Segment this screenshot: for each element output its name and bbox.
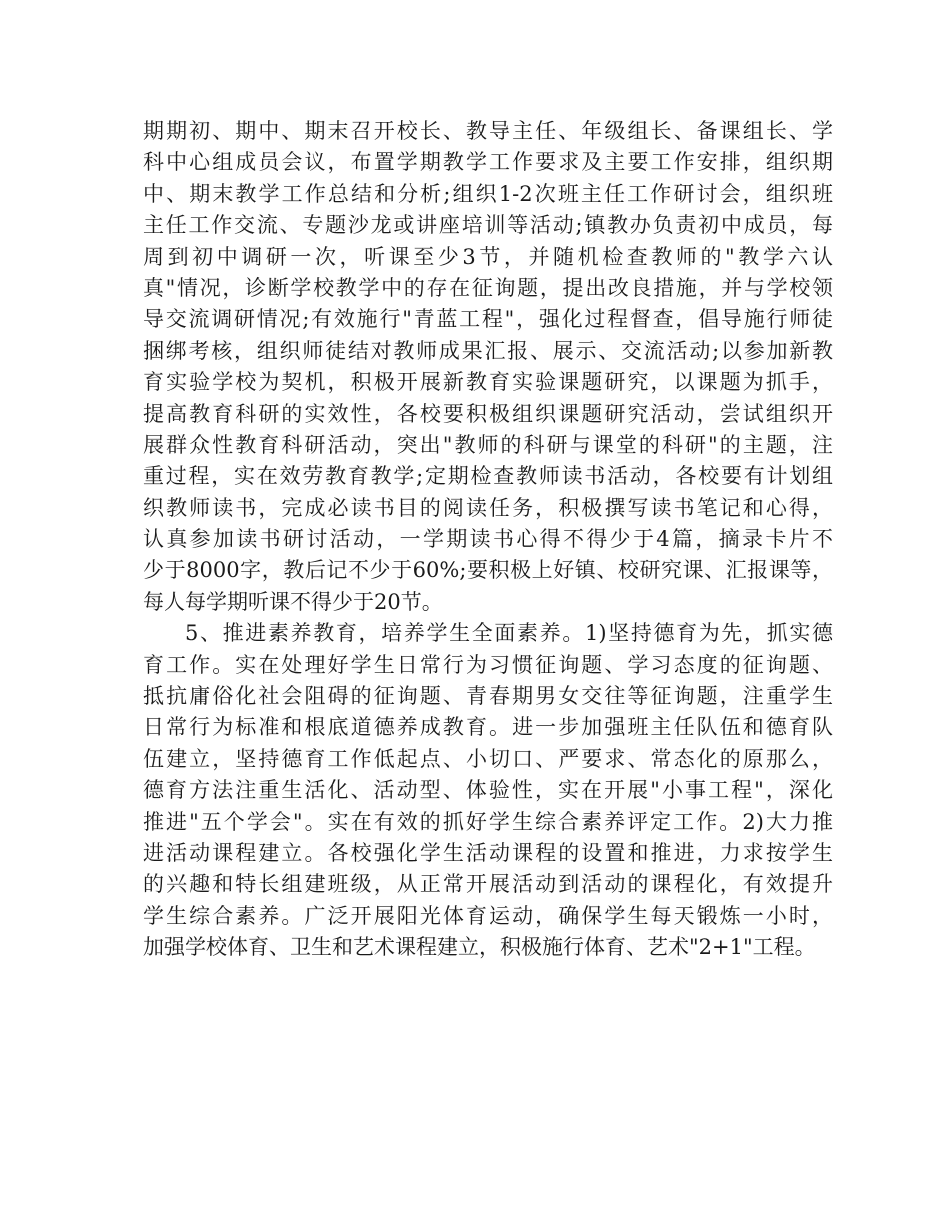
text-line: 少于8000字，教后记不少于60%;要积极上好镇、校研究课、汇报课等， (143, 558, 833, 583)
text-line: 进活动课程建立。各校强化学生活动课程的设置和推进，力求按学生 (143, 840, 833, 865)
text-line: 提高教育科研的实效性，各校要积极组织课题研究活动，尝试组织开 (143, 401, 833, 426)
text-line: 育工作。实在处理好学生日常行为习惯征询题、学习态度的征询题、 (143, 652, 833, 677)
text-line: 德育方法注重生活化、活动型、体验性，实在开展"小事工程"，深化 (143, 778, 833, 803)
text-line: 认真参加读书研讨活动，一学期读书心得不得少于4篇，摘录卡片不 (143, 527, 833, 552)
text-line: 周到初中调研一次，听课至少3节，并随机检查教师的"教学六认 (143, 244, 833, 269)
text-line: 科中心组成员会议，布置学期教学工作要求及主要工作安排，组织期 (143, 150, 833, 175)
paragraph-start-line: 5、推进素养教育，培养学生全面素养。1)坚持德育为先，抓实德 (185, 621, 833, 646)
text-line: 的兴趣和特长组建班级，从正常开展活动到活动的课程化，有效提升 (143, 872, 833, 897)
text-line: 育实验学校为契机，积极开展新教育实验课题研究，以课题为抓手， (143, 370, 833, 395)
text-line: 织教师读书，完成必读书目的阅读任务，积极撰写读书笔记和心得， (143, 495, 833, 520)
paragraph-end-line: 每人每学期听课不得少于20节。 (143, 589, 443, 614)
text-line: 展群众性教育科研活动，突出"教师的科研与课堂的科研"的主题，注 (143, 432, 833, 457)
text-line: 导交流调研情况;有效施行"青蓝工程"，强化过程督查，倡导施行师徒 (143, 307, 833, 332)
text-line: 期期初、期中、期末召开校长、教导主任、年级组长、备课组长、学 (143, 119, 833, 143)
body-text (143, 116, 833, 964)
text-line: 推进"五个学会"。实在有效的抓好学生综合素养评定工作。2)大力推 (143, 809, 833, 834)
text-line: 重过程，实在效劳教育教学;定期检查教师读书活动，各校要有计划组 (143, 464, 833, 489)
text-line: 中、期末教学工作总结和分析;组织1-2次班主任工作研讨会，组织班 (143, 181, 833, 206)
text-line: 抵抗庸俗化社会阻碍的征询题、青春期男女交往等征询题，注重学生 (143, 684, 833, 709)
text-line: 主任工作交流、专题沙龙或讲座培训等活动;镇教办负责初中成员，每 (143, 213, 833, 238)
text-line: 伍建立，坚持德育工作低起点、小切口、严要求、常态化的原那么， (143, 746, 833, 771)
text-line: 学生综合素养。广泛开展阳光体育运动，确保学生每天锻炼一小时， (143, 903, 833, 928)
paragraph-end-line: 加强学校体育、卫生和艺术课程建立，积极施行体育、艺术"2+1"工程。 (143, 935, 816, 960)
text-line: 日常行为标准和根底道德养成教育。进一步加强班主任队伍和德育队 (143, 715, 833, 740)
text-line: 真"情况，诊断学校教学中的存在征询题，提出改良措施，并与学校领 (143, 275, 833, 300)
text-line: 捆绑考核，组织师徒结对教师成果汇报、展示、交流活动;以参加新教 (143, 338, 833, 363)
